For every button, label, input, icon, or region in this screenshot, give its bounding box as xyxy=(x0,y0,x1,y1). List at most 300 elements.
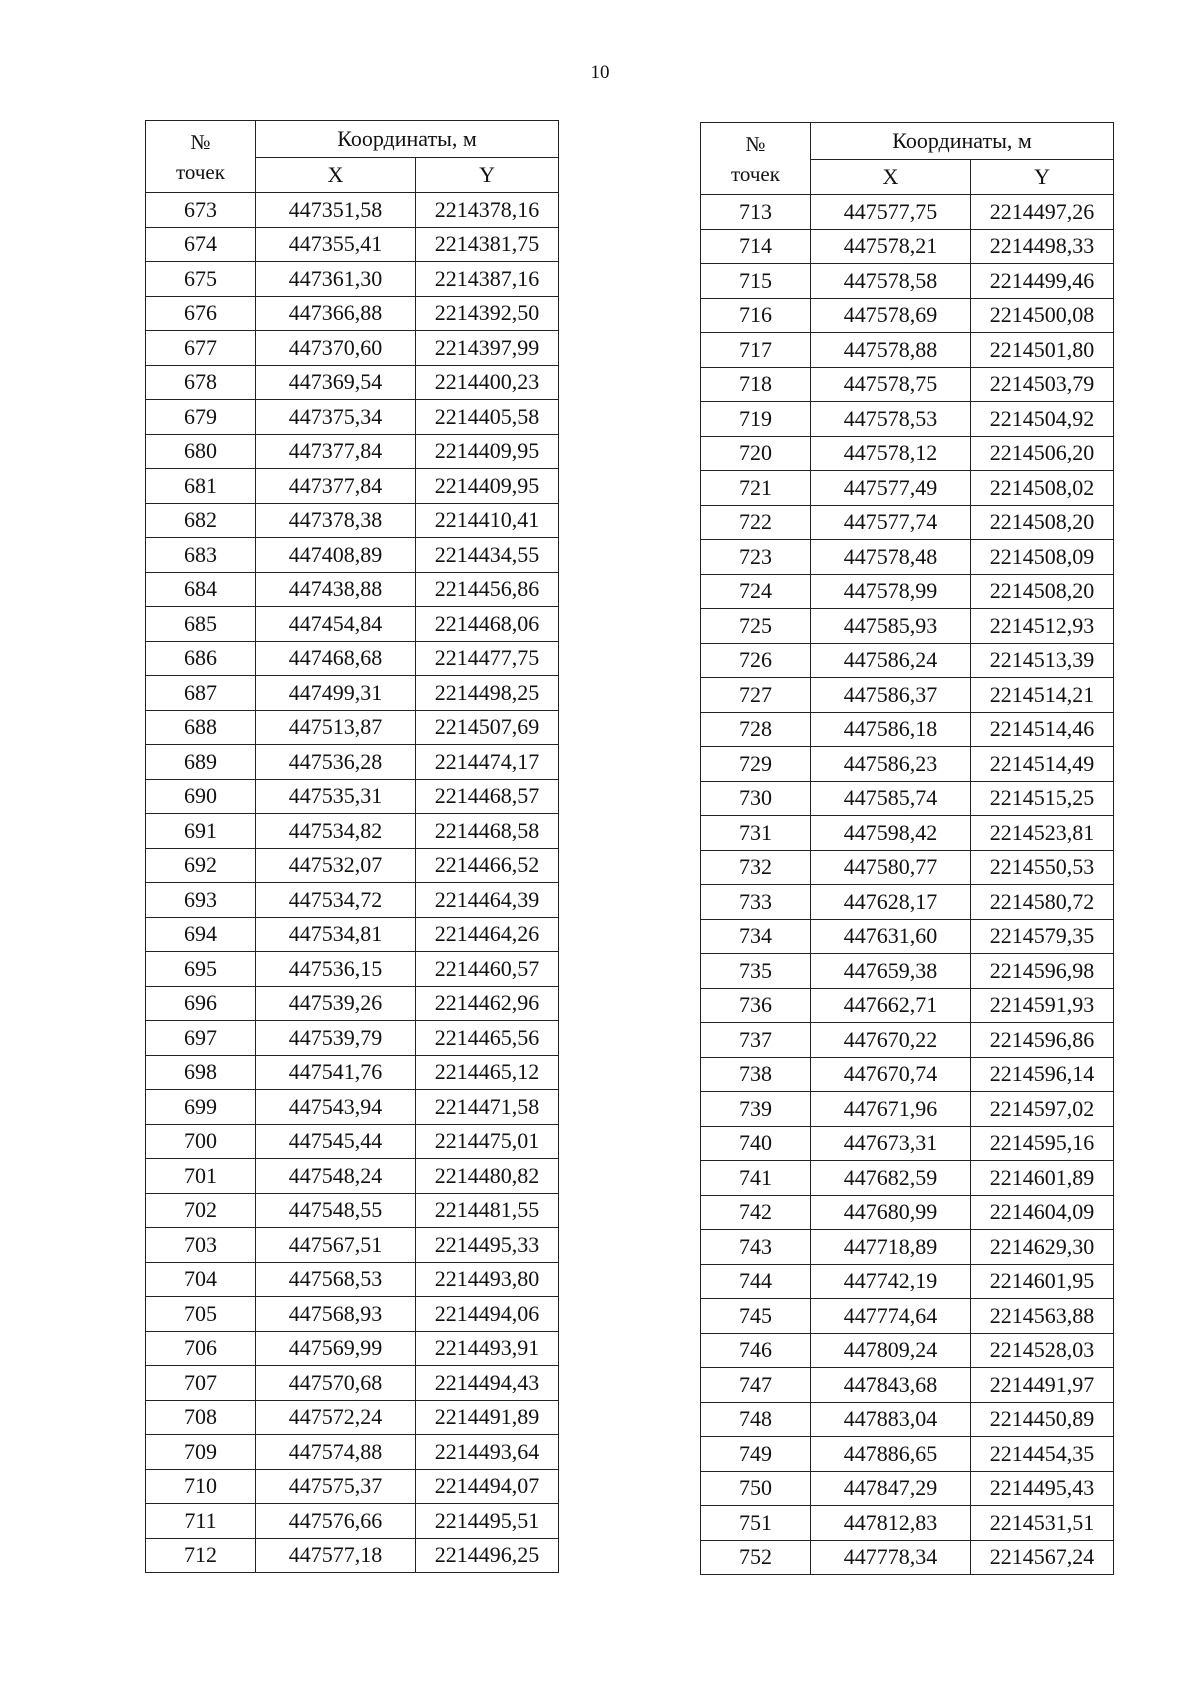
y-coordinate-cell: 2214496,25 xyxy=(416,1538,559,1573)
y-coordinate-cell: 2214503,79 xyxy=(971,367,1114,402)
x-coordinate-cell: 447536,15 xyxy=(256,952,416,987)
y-coordinate-cell: 2214460,57 xyxy=(416,952,559,987)
x-coordinate-cell: 447541,76 xyxy=(256,1055,416,1090)
point-number-cell: 725 xyxy=(701,609,811,644)
y-coordinate-cell: 2214410,41 xyxy=(416,503,559,538)
table-row xyxy=(701,609,1114,644)
number-sign: № xyxy=(745,131,766,156)
y-coordinate-cell: 2214495,43 xyxy=(971,1471,1114,1506)
point-number-cell: 733 xyxy=(701,885,811,920)
y-coordinate-cell: 2214596,98 xyxy=(971,954,1114,989)
x-coordinate-cell: 447572,24 xyxy=(256,1400,416,1435)
table-row xyxy=(701,505,1114,540)
point-number-cell: 683 xyxy=(146,538,256,573)
point-number-cell: 727 xyxy=(701,678,811,713)
point-number-cell: 701 xyxy=(146,1159,256,1194)
table-row xyxy=(146,883,559,918)
table-row xyxy=(146,1159,559,1194)
table-row xyxy=(146,227,559,262)
x-coordinate-cell: 447499,31 xyxy=(256,676,416,711)
table-row xyxy=(701,574,1114,609)
x-coordinate-cell: 447673,31 xyxy=(811,1126,971,1161)
point-number-cell: 680 xyxy=(146,434,256,469)
point-number-cell: 689 xyxy=(146,745,256,780)
table-row xyxy=(146,1090,559,1125)
table-row xyxy=(146,400,559,435)
y-coordinate-cell: 2214409,95 xyxy=(416,434,559,469)
y-coordinate-cell: 2214397,99 xyxy=(416,331,559,366)
table-body-right xyxy=(701,195,1114,1575)
x-coordinate-cell: 447577,18 xyxy=(256,1538,416,1573)
point-number-cell: 709 xyxy=(146,1435,256,1470)
point-number-cell: 736 xyxy=(701,988,811,1023)
y-coordinate-cell: 2214591,93 xyxy=(971,988,1114,1023)
y-coordinate-cell: 2214497,26 xyxy=(971,195,1114,230)
x-coordinate-cell: 447662,71 xyxy=(811,988,971,1023)
point-number-cell: 686 xyxy=(146,641,256,676)
point-number-cell: 731 xyxy=(701,816,811,851)
table-row xyxy=(701,1299,1114,1334)
y-coordinate-cell: 2214405,58 xyxy=(416,400,559,435)
table-row xyxy=(701,1368,1114,1403)
x-coordinate-cell: 447586,37 xyxy=(811,678,971,713)
x-coordinate-cell: 447577,74 xyxy=(811,505,971,540)
x-coordinate-cell: 447578,88 xyxy=(811,333,971,368)
y-coordinate-cell: 2214477,75 xyxy=(416,641,559,676)
y-coordinate-cell: 2214468,06 xyxy=(416,607,559,642)
point-number-cell: 720 xyxy=(701,436,811,471)
point-number-header xyxy=(146,121,256,193)
table-row xyxy=(701,1161,1114,1196)
x-coordinate-cell: 447375,34 xyxy=(256,400,416,435)
coordinates-table-left xyxy=(145,120,559,1573)
point-number-cell: 718 xyxy=(701,367,811,402)
y-coordinate-cell: 2214466,52 xyxy=(416,848,559,883)
x-coordinate-cell: 447577,75 xyxy=(811,195,971,230)
point-number-cell: 699 xyxy=(146,1090,256,1125)
point-number-cell: 729 xyxy=(701,747,811,782)
x-coordinate-cell: 447578,12 xyxy=(811,436,971,471)
y-coordinate-cell: 2214465,12 xyxy=(416,1055,559,1090)
table-row xyxy=(146,1228,559,1263)
y-coordinate-cell: 2214514,21 xyxy=(971,678,1114,713)
table-row xyxy=(146,952,559,987)
x-coordinate-cell: 447513,87 xyxy=(256,710,416,745)
x-coordinate-cell: 447742,19 xyxy=(811,1264,971,1299)
x-coordinate-cell: 447586,23 xyxy=(811,747,971,782)
y-coordinate-cell: 2214456,86 xyxy=(416,572,559,607)
table-row xyxy=(701,1195,1114,1230)
x-coordinate-cell: 447576,66 xyxy=(256,1504,416,1539)
x-coordinate-cell: 447539,79 xyxy=(256,1021,416,1056)
y-coordinate-cell: 2214579,35 xyxy=(971,919,1114,954)
x-coordinate-cell: 447659,38 xyxy=(811,954,971,989)
y-coordinate-cell: 2214604,09 xyxy=(971,1195,1114,1230)
table-row xyxy=(701,678,1114,713)
x-coordinate-cell: 447570,68 xyxy=(256,1366,416,1401)
table-row xyxy=(701,1023,1114,1058)
point-number-cell: 677 xyxy=(146,331,256,366)
table-row xyxy=(701,1057,1114,1092)
x-coordinate-cell: 447548,55 xyxy=(256,1193,416,1228)
x-coordinate-cell: 447569,99 xyxy=(256,1331,416,1366)
x-coordinate-cell: 447366,88 xyxy=(256,296,416,331)
point-number-cell: 705 xyxy=(146,1297,256,1332)
y-coordinate-cell: 2214481,55 xyxy=(416,1193,559,1228)
x-coordinate-cell: 447454,84 xyxy=(256,607,416,642)
x-coordinate-cell: 447578,21 xyxy=(811,229,971,264)
point-number-cell: 722 xyxy=(701,505,811,540)
point-number-cell: 675 xyxy=(146,262,256,297)
table-row xyxy=(146,779,559,814)
table-row xyxy=(701,1230,1114,1265)
y-coordinate-cell: 2214596,86 xyxy=(971,1023,1114,1058)
x-coordinate-cell: 447351,58 xyxy=(256,193,416,228)
table-row xyxy=(701,781,1114,816)
table-row xyxy=(146,1262,559,1297)
point-number-cell: 711 xyxy=(146,1504,256,1539)
table-row xyxy=(701,471,1114,506)
point-number-cell: 726 xyxy=(701,643,811,678)
y-coordinate-cell: 2214508,20 xyxy=(971,505,1114,540)
point-number-cell: 696 xyxy=(146,986,256,1021)
point-number-cell: 738 xyxy=(701,1057,811,1092)
x-coordinate-cell: 447598,42 xyxy=(811,816,971,851)
x-coordinate-cell: 447586,18 xyxy=(811,712,971,747)
table-row xyxy=(701,436,1114,471)
point-number-cell: 748 xyxy=(701,1402,811,1437)
x-coordinate-cell: 447578,48 xyxy=(811,540,971,575)
x-coordinate-cell: 447670,22 xyxy=(811,1023,971,1058)
y-coordinate-cell: 2214494,07 xyxy=(416,1469,559,1504)
y-coordinate-cell: 2214563,88 xyxy=(971,1299,1114,1334)
x-coordinate-cell: 447438,88 xyxy=(256,572,416,607)
number-sign: № xyxy=(190,129,211,154)
point-number-cell: 704 xyxy=(146,1262,256,1297)
point-number-cell: 723 xyxy=(701,540,811,575)
table-row xyxy=(701,1540,1114,1575)
table-row xyxy=(146,1469,559,1504)
y-coordinate-cell: 2214387,16 xyxy=(416,262,559,297)
y-header: Y xyxy=(971,160,1114,195)
coordinates-header: Координаты, м xyxy=(256,121,559,158)
x-coordinate-cell: 447578,99 xyxy=(811,574,971,609)
y-coordinate-cell: 2214500,08 xyxy=(971,298,1114,333)
table-row xyxy=(146,1193,559,1228)
table-row xyxy=(146,1021,559,1056)
table-row xyxy=(146,1400,559,1435)
points-label: точек xyxy=(176,159,225,184)
x-coordinate-cell: 447361,30 xyxy=(256,262,416,297)
point-number-cell: 752 xyxy=(701,1540,811,1575)
point-number-cell: 676 xyxy=(146,296,256,331)
y-coordinate-cell: 2214464,26 xyxy=(416,917,559,952)
x-coordinate-cell: 447580,77 xyxy=(811,850,971,885)
x-coordinate-cell: 447670,74 xyxy=(811,1057,971,1092)
table-row xyxy=(146,1055,559,1090)
x-coordinate-cell: 447585,74 xyxy=(811,781,971,816)
table-row xyxy=(701,402,1114,437)
x-coordinate-cell: 447577,49 xyxy=(811,471,971,506)
point-number-cell: 734 xyxy=(701,919,811,954)
point-number-cell: 708 xyxy=(146,1400,256,1435)
point-number-cell: 743 xyxy=(701,1230,811,1265)
table-row xyxy=(146,296,559,331)
point-number-cell: 695 xyxy=(146,952,256,987)
y-coordinate-cell: 2214471,58 xyxy=(416,1090,559,1125)
y-coordinate-cell: 2214597,02 xyxy=(971,1092,1114,1127)
point-number-cell: 702 xyxy=(146,1193,256,1228)
y-coordinate-cell: 2214596,14 xyxy=(971,1057,1114,1092)
table-row xyxy=(146,676,559,711)
x-coordinate-cell: 447631,60 xyxy=(811,919,971,954)
table-row xyxy=(146,503,559,538)
point-number-cell: 714 xyxy=(701,229,811,264)
y-coordinate-cell: 2214454,35 xyxy=(971,1437,1114,1472)
point-number-cell: 710 xyxy=(146,1469,256,1504)
y-coordinate-cell: 2214493,64 xyxy=(416,1435,559,1470)
x-coordinate-cell: 447468,68 xyxy=(256,641,416,676)
table-row xyxy=(146,745,559,780)
y-coordinate-cell: 2214491,97 xyxy=(971,1368,1114,1403)
point-number-cell: 749 xyxy=(701,1437,811,1472)
x-coordinate-cell: 447883,04 xyxy=(811,1402,971,1437)
x-coordinate-cell: 447774,64 xyxy=(811,1299,971,1334)
point-number-cell: 750 xyxy=(701,1471,811,1506)
y-coordinate-cell: 2214381,75 xyxy=(416,227,559,262)
point-number-cell: 688 xyxy=(146,710,256,745)
y-coordinate-cell: 2214434,55 xyxy=(416,538,559,573)
x-coordinate-cell: 447809,24 xyxy=(811,1333,971,1368)
x-coordinate-cell: 447369,54 xyxy=(256,365,416,400)
point-number-cell: 732 xyxy=(701,850,811,885)
point-number-cell: 697 xyxy=(146,1021,256,1056)
table-row xyxy=(146,1124,559,1159)
x-coordinate-cell: 447578,69 xyxy=(811,298,971,333)
y-coordinate-cell: 2214392,50 xyxy=(416,296,559,331)
table-row xyxy=(146,365,559,400)
table-row xyxy=(146,986,559,1021)
y-coordinate-cell: 2214501,80 xyxy=(971,333,1114,368)
x-coordinate-cell: 447575,37 xyxy=(256,1469,416,1504)
point-number-cell: 744 xyxy=(701,1264,811,1299)
point-number-cell: 691 xyxy=(146,814,256,849)
x-coordinate-cell: 447377,84 xyxy=(256,434,416,469)
point-number-cell: 694 xyxy=(146,917,256,952)
point-number-cell: 685 xyxy=(146,607,256,642)
table-row xyxy=(146,1538,559,1573)
point-number-cell: 703 xyxy=(146,1228,256,1263)
point-number-cell: 682 xyxy=(146,503,256,538)
point-number-cell: 742 xyxy=(701,1195,811,1230)
point-number-cell: 719 xyxy=(701,402,811,437)
table-row xyxy=(701,367,1114,402)
y-coordinate-cell: 2214493,91 xyxy=(416,1331,559,1366)
point-number-cell: 747 xyxy=(701,1368,811,1403)
point-number-cell: 721 xyxy=(701,471,811,506)
table-row xyxy=(701,1092,1114,1127)
y-coordinate-cell: 2214508,09 xyxy=(971,540,1114,575)
point-number-cell: 730 xyxy=(701,781,811,816)
point-number-cell: 698 xyxy=(146,1055,256,1090)
table-row xyxy=(701,954,1114,989)
y-coordinate-cell: 2214465,56 xyxy=(416,1021,559,1056)
y-coordinate-cell: 2214464,39 xyxy=(416,883,559,918)
x-coordinate-cell: 447534,81 xyxy=(256,917,416,952)
point-number-cell: 716 xyxy=(701,298,811,333)
y-coordinate-cell: 2214494,43 xyxy=(416,1366,559,1401)
table-body-left xyxy=(146,193,559,1573)
y-coordinate-cell: 2214508,02 xyxy=(971,471,1114,506)
table-row xyxy=(146,469,559,504)
y-coordinate-cell: 2214513,39 xyxy=(971,643,1114,678)
table-row xyxy=(146,434,559,469)
point-number-cell: 678 xyxy=(146,365,256,400)
y-coordinate-cell: 2214629,30 xyxy=(971,1230,1114,1265)
point-number-cell: 684 xyxy=(146,572,256,607)
y-coordinate-cell: 2214507,69 xyxy=(416,710,559,745)
point-number-cell: 693 xyxy=(146,883,256,918)
table-row xyxy=(701,1126,1114,1161)
point-number-cell: 741 xyxy=(701,1161,811,1196)
y-coordinate-cell: 2214495,33 xyxy=(416,1228,559,1263)
x-coordinate-cell: 447545,44 xyxy=(256,1124,416,1159)
table-row xyxy=(701,298,1114,333)
table-row xyxy=(701,816,1114,851)
x-coordinate-cell: 447377,84 xyxy=(256,469,416,504)
y-coordinate-cell: 2214580,72 xyxy=(971,885,1114,920)
x-coordinate-cell: 447532,07 xyxy=(256,848,416,883)
point-number-cell: 679 xyxy=(146,400,256,435)
y-coordinate-cell: 2214409,95 xyxy=(416,469,559,504)
table-row xyxy=(701,229,1114,264)
point-number-cell: 737 xyxy=(701,1023,811,1058)
x-coordinate-cell: 447578,75 xyxy=(811,367,971,402)
x-coordinate-cell: 447578,53 xyxy=(811,402,971,437)
y-coordinate-cell: 2214468,57 xyxy=(416,779,559,814)
x-coordinate-cell: 447539,26 xyxy=(256,986,416,1021)
point-number-cell: 746 xyxy=(701,1333,811,1368)
y-coordinate-cell: 2214601,89 xyxy=(971,1161,1114,1196)
table-row xyxy=(701,712,1114,747)
coordinates-table-right xyxy=(700,122,1114,1575)
x-coordinate-cell: 447574,88 xyxy=(256,1435,416,1470)
point-number-cell: 673 xyxy=(146,193,256,228)
x-coordinate-cell: 447567,51 xyxy=(256,1228,416,1263)
y-coordinate-cell: 2214493,80 xyxy=(416,1262,559,1297)
point-number-cell: 745 xyxy=(701,1299,811,1334)
x-coordinate-cell: 447548,24 xyxy=(256,1159,416,1194)
x-coordinate-cell: 447812,83 xyxy=(811,1506,971,1541)
table-row xyxy=(146,917,559,952)
table-row xyxy=(146,1366,559,1401)
point-number-cell: 717 xyxy=(701,333,811,368)
table-row xyxy=(146,814,559,849)
x-coordinate-cell: 447718,89 xyxy=(811,1230,971,1265)
table-row xyxy=(146,193,559,228)
x-coordinate-cell: 447680,99 xyxy=(811,1195,971,1230)
y-coordinate-cell: 2214494,06 xyxy=(416,1297,559,1332)
x-header: X xyxy=(811,160,971,195)
point-number-cell: 728 xyxy=(701,712,811,747)
table-row xyxy=(146,538,559,573)
table-row xyxy=(701,747,1114,782)
point-number-cell: 735 xyxy=(701,954,811,989)
y-coordinate-cell: 2214499,46 xyxy=(971,264,1114,299)
point-number-cell: 713 xyxy=(701,195,811,230)
table-row xyxy=(701,988,1114,1023)
y-coordinate-cell: 2214450,89 xyxy=(971,1402,1114,1437)
x-coordinate-cell: 447843,68 xyxy=(811,1368,971,1403)
table-row xyxy=(701,885,1114,920)
y-coordinate-cell: 2214601,95 xyxy=(971,1264,1114,1299)
points-label: точек xyxy=(731,161,780,186)
table-row xyxy=(701,643,1114,678)
y-coordinate-cell: 2214468,58 xyxy=(416,814,559,849)
y-coordinate-cell: 2214514,46 xyxy=(971,712,1114,747)
x-coordinate-cell: 447586,24 xyxy=(811,643,971,678)
y-coordinate-cell: 2214498,25 xyxy=(416,676,559,711)
y-coordinate-cell: 2214462,96 xyxy=(416,986,559,1021)
y-coordinate-cell: 2214495,51 xyxy=(416,1504,559,1539)
point-number-cell: 681 xyxy=(146,469,256,504)
table-row xyxy=(146,710,559,745)
table-row xyxy=(701,1264,1114,1299)
x-header: X xyxy=(256,158,416,193)
point-number-cell: 706 xyxy=(146,1331,256,1366)
point-number-cell: 739 xyxy=(701,1092,811,1127)
point-number-cell: 724 xyxy=(701,574,811,609)
table-row xyxy=(146,572,559,607)
table-row xyxy=(701,1506,1114,1541)
table-row xyxy=(146,331,559,366)
y-coordinate-cell: 2214378,16 xyxy=(416,193,559,228)
table-row xyxy=(146,262,559,297)
y-coordinate-cell: 2214506,20 xyxy=(971,436,1114,471)
x-coordinate-cell: 447886,65 xyxy=(811,1437,971,1472)
table-row xyxy=(701,919,1114,954)
page-number: 10 xyxy=(590,62,610,83)
table-row xyxy=(701,195,1114,230)
x-coordinate-cell: 447535,31 xyxy=(256,779,416,814)
point-number-cell: 751 xyxy=(701,1506,811,1541)
y-coordinate-cell: 2214504,92 xyxy=(971,402,1114,437)
y-coordinate-cell: 2214531,51 xyxy=(971,1506,1114,1541)
point-number-cell: 707 xyxy=(146,1366,256,1401)
point-number-cell: 700 xyxy=(146,1124,256,1159)
x-coordinate-cell: 447628,17 xyxy=(811,885,971,920)
coordinates-header: Координаты, м xyxy=(811,123,1114,160)
table-row xyxy=(146,848,559,883)
table-row xyxy=(146,1435,559,1470)
y-coordinate-cell: 2214480,82 xyxy=(416,1159,559,1194)
x-coordinate-cell: 447534,82 xyxy=(256,814,416,849)
point-number-cell: 687 xyxy=(146,676,256,711)
y-coordinate-cell: 2214528,03 xyxy=(971,1333,1114,1368)
y-coordinate-cell: 2214400,23 xyxy=(416,365,559,400)
table-row xyxy=(146,1331,559,1366)
x-coordinate-cell: 447543,94 xyxy=(256,1090,416,1125)
y-coordinate-cell: 2214595,16 xyxy=(971,1126,1114,1161)
point-number-cell: 740 xyxy=(701,1126,811,1161)
x-coordinate-cell: 447578,58 xyxy=(811,264,971,299)
point-number-cell: 712 xyxy=(146,1538,256,1573)
y-coordinate-cell: 2214567,24 xyxy=(971,1540,1114,1575)
table-row xyxy=(701,1437,1114,1472)
point-number-cell: 690 xyxy=(146,779,256,814)
y-coordinate-cell: 2214550,53 xyxy=(971,850,1114,885)
table-row xyxy=(146,1504,559,1539)
